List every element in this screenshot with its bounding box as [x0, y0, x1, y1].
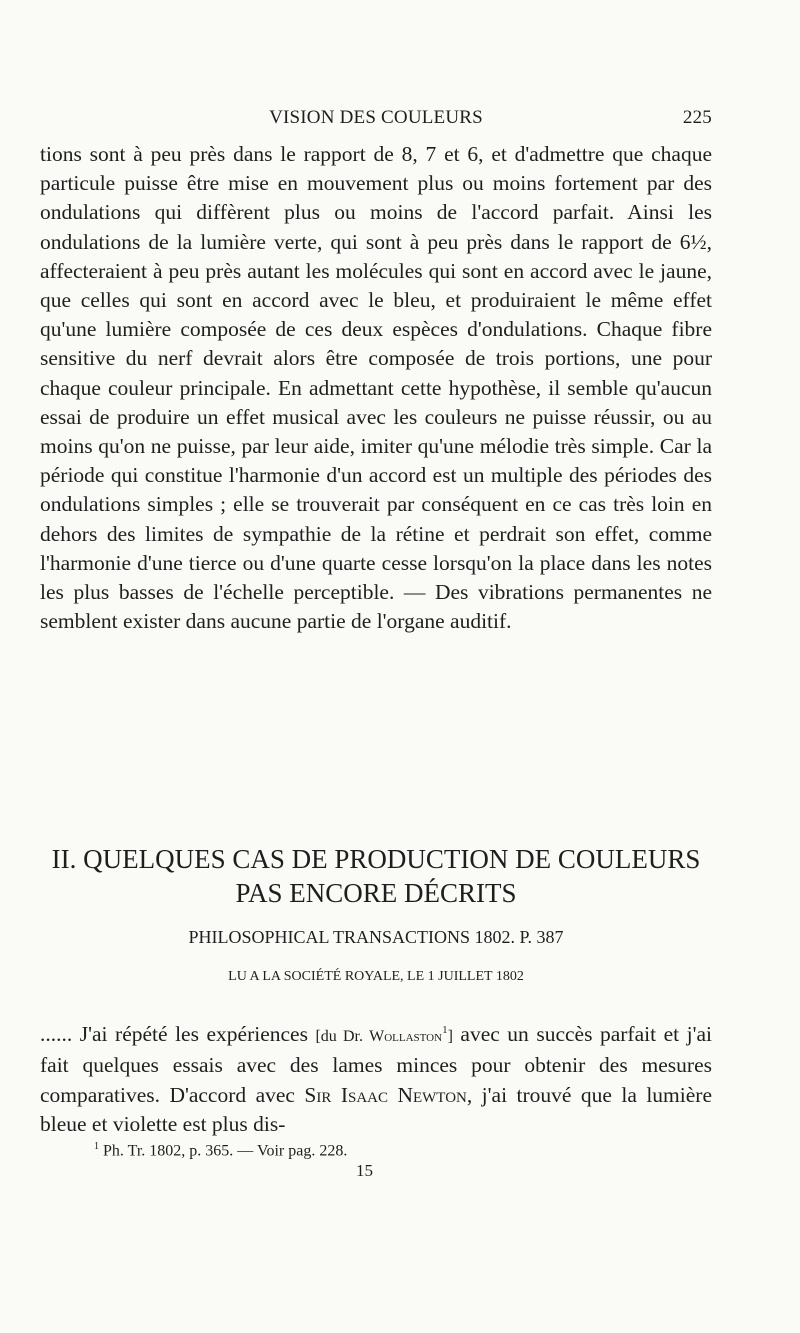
paragraph-lead: ...... J'ai répété les expériences	[40, 1022, 316, 1047]
page-number: 225	[682, 107, 712, 128]
paragraph-text: avec un succès parfait et j'ai fait quelques essais avec des lames minces pour obtenir des mesures comparatives. D'accord avec	[40, 1022, 712, 1107]
bracket-close: ]	[447, 1028, 453, 1046]
section-title-line: II. QUELQUES CAS DE PRODUCTION DE COULEURS	[51, 844, 701, 874]
person-name: Sir Isaac Newton	[304, 1082, 467, 1107]
section-title-line: PAS ENCORE DÉCRITS	[235, 878, 517, 908]
paragraph: tions sont à peu près dans le rapport de 8, 7 et 6, et d'admettre que chaque particule puisse être mise en mouvement plus ou moins fortement par des ondulations qui diffèrent plus ou moins de l'accord parfait. Ainsi les ondulations de la lumière verte, qui sont à peu près dans le rapport de 6½, affecteraient à peu près autant les molécules qui sont en accord avec le jaune, que celles qui sont en accord avec le bleu, et produiraient le même effet qu'une lumière composée de ces deux espèces d'ondulations. Chaque fibre sensitive du nerf devrait alors être composée de trois portions, une pour chaque couleur principale. En admettant cette hypothèse, il semble qu'aucun essai de produire un effet musical avec les couleurs ne puisse réussir, ou au moins qu'on ne puisse, par leur aide, imiter qu'une mélodie très simple. Car la période qui constitue l'harmonie d'un accord est un multiple des périodes des ondulations simples ; elle se trouverait par conséquent en ce cas très loin en dehors des limites de sympathie de la rétine et perdrait son effet, comme l'harmonie d'une tierce ou d'une quarte cesse lorsqu'on la place dans les notes les plus basses de l'échelle perceptible. — Des vibrations permanentes ne semblent exister dans aucune partie de l'organe auditif.	[40, 142, 712, 634]
footnote-text: Ph. Tr. 1802, p. 365. — Voir pag. 228.	[99, 1142, 348, 1160]
footnote	[94, 1141, 347, 1160]
read-date-line: LU A LA SOCIÉTÉ ROYALE, LE 1 JUILLET 1802	[228, 969, 524, 984]
section-title	[30, 842, 722, 910]
author-name: Wollaston	[369, 1028, 443, 1046]
body-text	[40, 140, 712, 636]
body-text-second	[40, 1016, 712, 1139]
footnote-ref: 1	[442, 1024, 448, 1036]
bracket-open: [du Dr.	[315, 1028, 370, 1046]
source-citation: PHILOSOPHICAL TRANSACTIONS 1802. P. 387	[188, 927, 564, 947]
footnote-marker: 1	[94, 1141, 99, 1152]
running-head-title: VISION DES COULEURS	[269, 107, 483, 128]
sheet-signature-number: 15	[356, 1161, 373, 1180]
paragraph-text: , j'ai trouvé que la lumière bleue et violette est plus dis-	[40, 1082, 712, 1136]
